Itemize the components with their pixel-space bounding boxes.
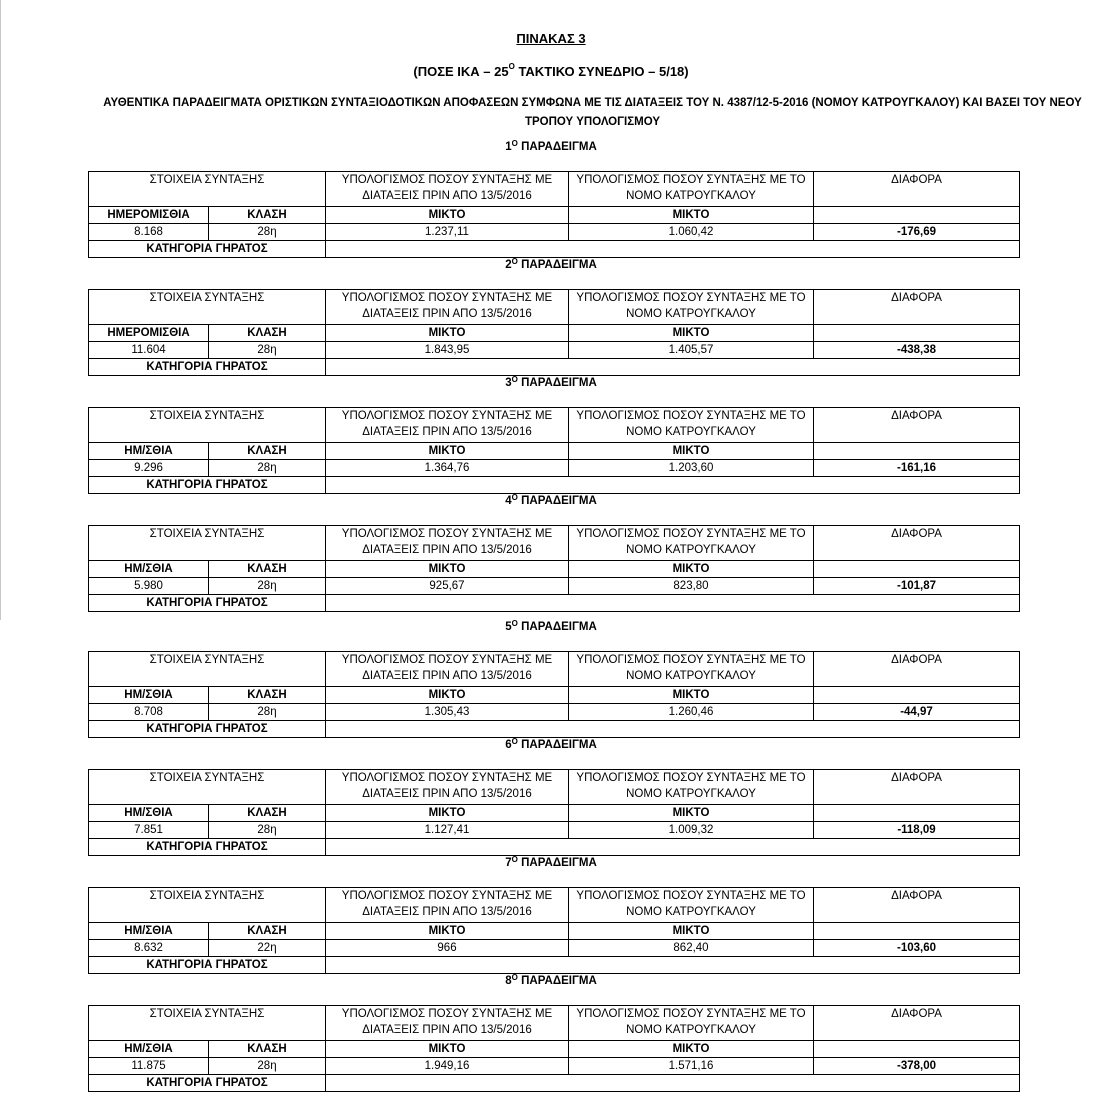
category-row <box>89 721 1020 738</box>
days-value: 11.875 <box>89 1058 209 1075</box>
header-calc-new: ΥΠΟΛΟΓΙΣΜΟΣ ΠΟΣΟΥ ΣΥΝΤΑΞΗΣ ΜΕ ΤΟ ΝΟΜΟ ΚΑΤΡΟΥΓΚΑΛΟΥ <box>569 526 814 561</box>
header-days: ΗΜ/ΣΘΙΑ <box>89 805 209 822</box>
days-value: 5.980 <box>89 578 209 595</box>
header-difference: ΔΙΑΦΟΡΑ <box>814 888 1020 923</box>
example-table <box>88 407 1020 494</box>
header-calc-before: ΥΠΟΛΟΓΙΣΜΟΣ ΠΟΣΟΥ ΣΥΝΤΑΞΗΣ ΜΕ ΔΙΑΤΑΞΕΙΣ ΠΡΙΝ ΑΠΟ 13/5/2016 <box>326 770 569 805</box>
header-days: ΗΜ/ΣΘΙΑ <box>89 923 209 940</box>
before-value: 966 <box>326 940 569 957</box>
category-value <box>326 359 1020 376</box>
header-gross-new: ΜΙΚΤΟ <box>569 923 814 940</box>
days-value: 9.296 <box>89 460 209 477</box>
intro-text: ΑΥΘΕΝΤΙΚΑ ΠΑΡΑΔΕΙΓΜΑΤΑ ΟΡΙΣΤΙΚΩΝ ΣΥΝΤΑΞΙΟΔΟΤΙΚΩΝ ΑΠΟΦΑΣΕΩΝ ΣΥΜΦΩΝΑ ΜΕ ΤΙΣ ΔΙΑΤΑΞΕΙΣ ΤΟΥ Ν. 4387/12-5-2016 (ΝΟΜΟΥ ΚΑΤΡΟΥΓΚΑΛΟΥ) ΚΑΙ ΒΑΣΕΙ ΤΟΥ ΝΕΟΥ ΤΡΟΠΟΥ ΥΠΟΛΟΓΙΣΜΟΥ <box>103 97 1082 128</box>
header-calc-before: ΥΠΟΛΟΓΙΣΜΟΣ ΠΟΣΟΥ ΣΥΝΤΑΞΗΣ ΜΕ ΔΙΑΤΑΞΕΙΣ ΠΡΙΝ ΑΠΟ 13/5/2016 <box>326 172 569 207</box>
header-calc-before: ΥΠΟΛΟΓΙΣΜΟΣ ΠΟΣΟΥ ΣΥΝΤΑΞΗΣ ΜΕ ΔΙΑΤΑΞΕΙΣ ΠΡΙΝ ΑΠΟ 13/5/2016 <box>326 652 569 687</box>
header-class: ΚΛΑΣΗ <box>209 923 326 940</box>
new-value: 862,40 <box>569 940 814 957</box>
example-heading: $2^O$ ΠΑΡΑΔΕΙΓΜΑ <box>505 257 597 271</box>
header-gross-new: ΜΙΚΤΟ <box>569 805 814 822</box>
before-value: 1.843,95 <box>326 342 569 359</box>
table-header-row <box>89 290 1020 325</box>
header-gross-before: ΜΙΚΤΟ <box>326 207 569 224</box>
header-calc-before: ΥΠΟΛΟΓΙΣΜΟΣ ΠΟΣΟΥ ΣΥΝΤΑΞΗΣ ΜΕ ΔΙΑΤΑΞΕΙΣ ΠΡΙΝ ΑΠΟ 13/5/2016 <box>326 290 569 325</box>
category-value <box>326 477 1020 494</box>
empty-cell <box>814 325 1020 342</box>
table-header-row <box>89 888 1020 923</box>
header-class: ΚΛΑΣΗ <box>209 207 326 224</box>
example-heading: $8^O$ ΠΑΡΑΔΕΙΓΜΑ <box>505 973 597 987</box>
header-calc-new: ΥΠΟΛΟΓΙΣΜΟΣ ΠΟΣΟΥ ΣΥΝΤΑΞΗΣ ΜΕ ΤΟ ΝΟΜΟ ΚΑΤΡΟΥΓΚΑΛΟΥ <box>569 1006 814 1041</box>
table-row <box>89 822 1020 839</box>
class-value: 28η <box>209 224 326 241</box>
category-label: ΚΑΤΗΓΟΡΙΑ ΓΗΡΑΤΟΣ <box>89 595 326 612</box>
table-header-row <box>89 1006 1020 1041</box>
empty-cell <box>814 687 1020 704</box>
empty-cell <box>814 1041 1020 1058</box>
category-row <box>89 595 1020 612</box>
header-class: ΚΛΑΣΗ <box>209 443 326 460</box>
table-header-row <box>89 770 1020 805</box>
new-value: 1.405,57 <box>569 342 814 359</box>
example-heading: $5^O$ ΠΑΡΑΔΕΙΓΜΑ <box>505 619 597 633</box>
example-heading: $3^O$ ΠΑΡΑΔΕΙΓΜΑ <box>505 375 597 389</box>
header-calc-new: ΥΠΟΛΟΓΙΣΜΟΣ ΠΟΣΟΥ ΣΥΝΤΑΞΗΣ ΜΕ ΤΟ ΝΟΜΟ ΚΑΤΡΟΥΓΚΑΛΟΥ <box>569 290 814 325</box>
difference-value: -161,16 <box>814 460 1020 477</box>
category-label: ΚΑΤΗΓΟΡΙΑ ΓΗΡΑΤΟΣ <box>89 957 326 974</box>
days-value: 7.851 <box>89 822 209 839</box>
table-subheader-row <box>89 443 1020 460</box>
header-calc-before: ΥΠΟΛΟΓΙΣΜΟΣ ΠΟΣΟΥ ΣΥΝΤΑΞΗΣ ΜΕ ΔΙΑΤΑΞΕΙΣ ΠΡΙΝ ΑΠΟ 13/5/2016 <box>326 1006 569 1041</box>
category-row <box>89 241 1020 258</box>
header-calc-before: ΥΠΟΛΟΓΙΣΜΟΣ ΠΟΣΟΥ ΣΥΝΤΑΞΗΣ ΜΕ ΔΙΑΤΑΞΕΙΣ ΠΡΙΝ ΑΠΟ 13/5/2016 <box>326 526 569 561</box>
example-table <box>88 1005 1020 1092</box>
example-heading: $4^O$ ΠΑΡΑΔΕΙΓΜΑ <box>505 493 597 507</box>
header-gross-before: ΜΙΚΤΟ <box>326 923 569 940</box>
header-difference: ΔΙΑΦΟΡΑ <box>814 408 1020 443</box>
header-gross-before: ΜΙΚΤΟ <box>326 561 569 578</box>
header-gross-new: ΜΙΚΤΟ <box>569 325 814 342</box>
category-label: ΚΑΤΗΓΟΡΙΑ ΓΗΡΑΤΟΣ <box>89 839 326 856</box>
header-days: ΗΜ/ΣΘΙΑ <box>89 1041 209 1058</box>
example-table <box>88 651 1020 738</box>
new-value: 823,80 <box>569 578 814 595</box>
header-pension-data: ΣΤΟΙΧΕΙΑ ΣΥΝΤΑΞΗΣ <box>89 408 326 443</box>
table-row <box>89 224 1020 241</box>
table-subheader-row <box>89 687 1020 704</box>
example-table <box>88 887 1020 974</box>
category-value <box>326 839 1020 856</box>
header-calc-new: ΥΠΟΛΟΓΙΣΜΟΣ ΠΟΣΟΥ ΣΥΝΤΑΞΗΣ ΜΕ ΤΟ ΝΟΜΟ ΚΑΤΡΟΥΓΚΑΛΟΥ <box>569 172 814 207</box>
table-row <box>89 460 1020 477</box>
category-label: ΚΑΤΗΓΟΡΙΑ ΓΗΡΑΤΟΣ <box>89 241 326 258</box>
header-difference: ΔΙΑΦΟΡΑ <box>814 770 1020 805</box>
header-pension-data: ΣΤΟΙΧΕΙΑ ΣΥΝΤΑΞΗΣ <box>89 290 326 325</box>
table-header-row <box>89 652 1020 687</box>
header-gross-new: ΜΙΚΤΟ <box>569 1041 814 1058</box>
table-subheader-row <box>89 1041 1020 1058</box>
header-calc-new: ΥΠΟΛΟΓΙΣΜΟΣ ΠΟΣΟΥ ΣΥΝΤΑΞΗΣ ΜΕ ΤΟ ΝΟΜΟ ΚΑΤΡΟΥΓΚΑΛΟΥ <box>569 652 814 687</box>
table-subheader-row <box>89 805 1020 822</box>
header-days: ΗΜ/ΣΘΙΑ <box>89 687 209 704</box>
header-gross-before: ΜΙΚΤΟ <box>326 687 569 704</box>
header-days: ΗΜΕΡΟΜΙΣΘΙΑ <box>89 325 209 342</box>
table-row <box>89 342 1020 359</box>
before-value: 1.127,41 <box>326 822 569 839</box>
header-calc-new: ΥΠΟΛΟΓΙΣΜΟΣ ΠΟΣΟΥ ΣΥΝΤΑΞΗΣ ΜΕ ΤΟ ΝΟΜΟ ΚΑΤΡΟΥΓΚΑΛΟΥ <box>569 888 814 923</box>
document-subtitle: (ΠΟΣΕ ΙΚΑ – $25^O$ ΤΑΚΤΙΚΟ ΣΥΝΕΔΡΙΟ – 5/18) <box>413 62 689 79</box>
before-value: 925,67 <box>326 578 569 595</box>
difference-value: -176,69 <box>814 224 1020 241</box>
class-value: 28η <box>209 460 326 477</box>
header-gross-before: ΜΙΚΤΟ <box>326 443 569 460</box>
difference-value: -103,60 <box>814 940 1020 957</box>
table-row <box>89 578 1020 595</box>
header-gross-before: ΜΙΚΤΟ <box>326 805 569 822</box>
category-label: ΚΑΤΗΓΟΡΙΑ ΓΗΡΑΤΟΣ <box>89 359 326 376</box>
empty-cell <box>814 207 1020 224</box>
header-class: ΚΛΑΣΗ <box>209 561 326 578</box>
header-class: ΚΛΑΣΗ <box>209 1041 326 1058</box>
table-header-row <box>89 408 1020 443</box>
empty-cell <box>814 805 1020 822</box>
class-value: 28η <box>209 342 326 359</box>
example-heading: $1^O$ ΠΑΡΑΔΕΙΓΜΑ <box>505 139 597 153</box>
table-subheader-row <box>89 561 1020 578</box>
before-value: 1.237,11 <box>326 224 569 241</box>
category-label: ΚΑΤΗΓΟΡΙΑ ΓΗΡΑΤΟΣ <box>89 477 326 494</box>
new-value: 1.009,32 <box>569 822 814 839</box>
header-gross-new: ΜΙΚΤΟ <box>569 443 814 460</box>
example-table <box>88 289 1020 376</box>
header-calc-before: ΥΠΟΛΟΓΙΣΜΟΣ ΠΟΣΟΥ ΣΥΝΤΑΞΗΣ ΜΕ ΔΙΑΤΑΞΕΙΣ ΠΡΙΝ ΑΠΟ 13/5/2016 <box>326 888 569 923</box>
category-row <box>89 1075 1020 1092</box>
header-pension-data: ΣΤΟΙΧΕΙΑ ΣΥΝΤΑΞΗΣ <box>89 770 326 805</box>
header-gross-before: ΜΙΚΤΟ <box>326 1041 569 1058</box>
header-calc-new: ΥΠΟΛΟΓΙΣΜΟΣ ΠΟΣΟΥ ΣΥΝΤΑΞΗΣ ΜΕ ΤΟ ΝΟΜΟ ΚΑΤΡΟΥΓΚΑΛΟΥ <box>569 408 814 443</box>
difference-value: -44,97 <box>814 704 1020 721</box>
header-gross-new: ΜΙΚΤΟ <box>569 687 814 704</box>
header-pension-data: ΣΤΟΙΧΕΙΑ ΣΥΝΤΑΞΗΣ <box>89 652 326 687</box>
category-row <box>89 839 1020 856</box>
header-difference: ΔΙΑΦΟΡΑ <box>814 290 1020 325</box>
header-calc-new: ΥΠΟΛΟΓΙΣΜΟΣ ΠΟΣΟΥ ΣΥΝΤΑΞΗΣ ΜΕ ΤΟ ΝΟΜΟ ΚΑΤΡΟΥΓΚΑΛΟΥ <box>569 770 814 805</box>
header-days: ΗΜ/ΣΘΙΑ <box>89 443 209 460</box>
table-subheader-row <box>89 207 1020 224</box>
header-class: ΚΛΑΣΗ <box>209 325 326 342</box>
header-days: ΗΜΕΡΟΜΙΣΘΙΑ <box>89 207 209 224</box>
before-value: 1.305,43 <box>326 704 569 721</box>
category-value <box>326 957 1020 974</box>
difference-value: -118,09 <box>814 822 1020 839</box>
table-header-row <box>89 526 1020 561</box>
days-value: 8.708 <box>89 704 209 721</box>
header-pension-data: ΣΤΟΙΧΕΙΑ ΣΥΝΤΑΞΗΣ <box>89 526 326 561</box>
category-row <box>89 477 1020 494</box>
category-label: ΚΑΤΗΓΟΡΙΑ ΓΗΡΑΤΟΣ <box>89 1075 326 1092</box>
empty-cell <box>814 923 1020 940</box>
header-difference: ΔΙΑΦΟΡΑ <box>814 1006 1020 1041</box>
difference-value: -101,87 <box>814 578 1020 595</box>
new-value: 1.260,46 <box>569 704 814 721</box>
class-value: 28η <box>209 578 326 595</box>
header-difference: ΔΙΑΦΟΡΑ <box>814 652 1020 687</box>
example-table <box>88 171 1020 258</box>
example-heading: $7^O$ ΠΑΡΑΔΕΙΓΜΑ <box>505 855 597 869</box>
table-subheader-row <box>89 325 1020 342</box>
category-value <box>326 1075 1020 1092</box>
empty-cell <box>814 561 1020 578</box>
header-calc-before: ΥΠΟΛΟΓΙΣΜΟΣ ΠΟΣΟΥ ΣΥΝΤΑΞΗΣ ΜΕ ΔΙΑΤΑΞΕΙΣ ΠΡΙΝ ΑΠΟ 13/5/2016 <box>326 408 569 443</box>
example-heading: $6^O$ ΠΑΡΑΔΕΙΓΜΑ <box>505 737 597 751</box>
header-gross-before: ΜΙΚΤΟ <box>326 325 569 342</box>
header-pension-data: ΣΤΟΙΧΕΙΑ ΣΥΝΤΑΞΗΣ <box>89 888 326 923</box>
before-value: 1.949,16 <box>326 1058 569 1075</box>
class-value: 28η <box>209 822 326 839</box>
page-edge <box>0 0 1 620</box>
category-row <box>89 359 1020 376</box>
header-class: ΚΛΑΣΗ <box>209 805 326 822</box>
days-value: 11.604 <box>89 342 209 359</box>
new-value: 1.060,42 <box>569 224 814 241</box>
new-value: 1.571,16 <box>569 1058 814 1075</box>
header-difference: ΔΙΑΦΟΡΑ <box>814 172 1020 207</box>
table-row <box>89 940 1020 957</box>
category-value <box>326 241 1020 258</box>
document-title: ΠΙΝΑΚΑΣ 3 <box>516 31 586 46</box>
table-row <box>89 704 1020 721</box>
example-table <box>88 525 1020 612</box>
difference-value: -438,38 <box>814 342 1020 359</box>
class-value: 22η <box>209 940 326 957</box>
class-value: 28η <box>209 1058 326 1075</box>
table-subheader-row <box>89 923 1020 940</box>
header-gross-new: ΜΙΚΤΟ <box>569 207 814 224</box>
days-value: 8.632 <box>89 940 209 957</box>
example-table <box>88 769 1020 856</box>
days-value: 8.168 <box>89 224 209 241</box>
header-difference: ΔΙΑΦΟΡΑ <box>814 526 1020 561</box>
new-value: 1.203,60 <box>569 460 814 477</box>
table-row <box>89 1058 1020 1075</box>
empty-cell <box>814 443 1020 460</box>
header-pension-data: ΣΤΟΙΧΕΙΑ ΣΥΝΤΑΞΗΣ <box>89 1006 326 1041</box>
header-gross-new: ΜΙΚΤΟ <box>569 561 814 578</box>
before-value: 1.364,76 <box>326 460 569 477</box>
class-value: 28η <box>209 704 326 721</box>
category-value <box>326 595 1020 612</box>
table-header-row <box>89 172 1020 207</box>
header-class: ΚΛΑΣΗ <box>209 687 326 704</box>
header-pension-data: ΣΤΟΙΧΕΙΑ ΣΥΝΤΑΞΗΣ <box>89 172 326 207</box>
category-row <box>89 957 1020 974</box>
category-label: ΚΑΤΗΓΟΡΙΑ ΓΗΡΑΤΟΣ <box>89 721 326 738</box>
difference-value: -378,00 <box>814 1058 1020 1075</box>
category-value <box>326 721 1020 738</box>
header-days: ΗΜ/ΣΘΙΑ <box>89 561 209 578</box>
